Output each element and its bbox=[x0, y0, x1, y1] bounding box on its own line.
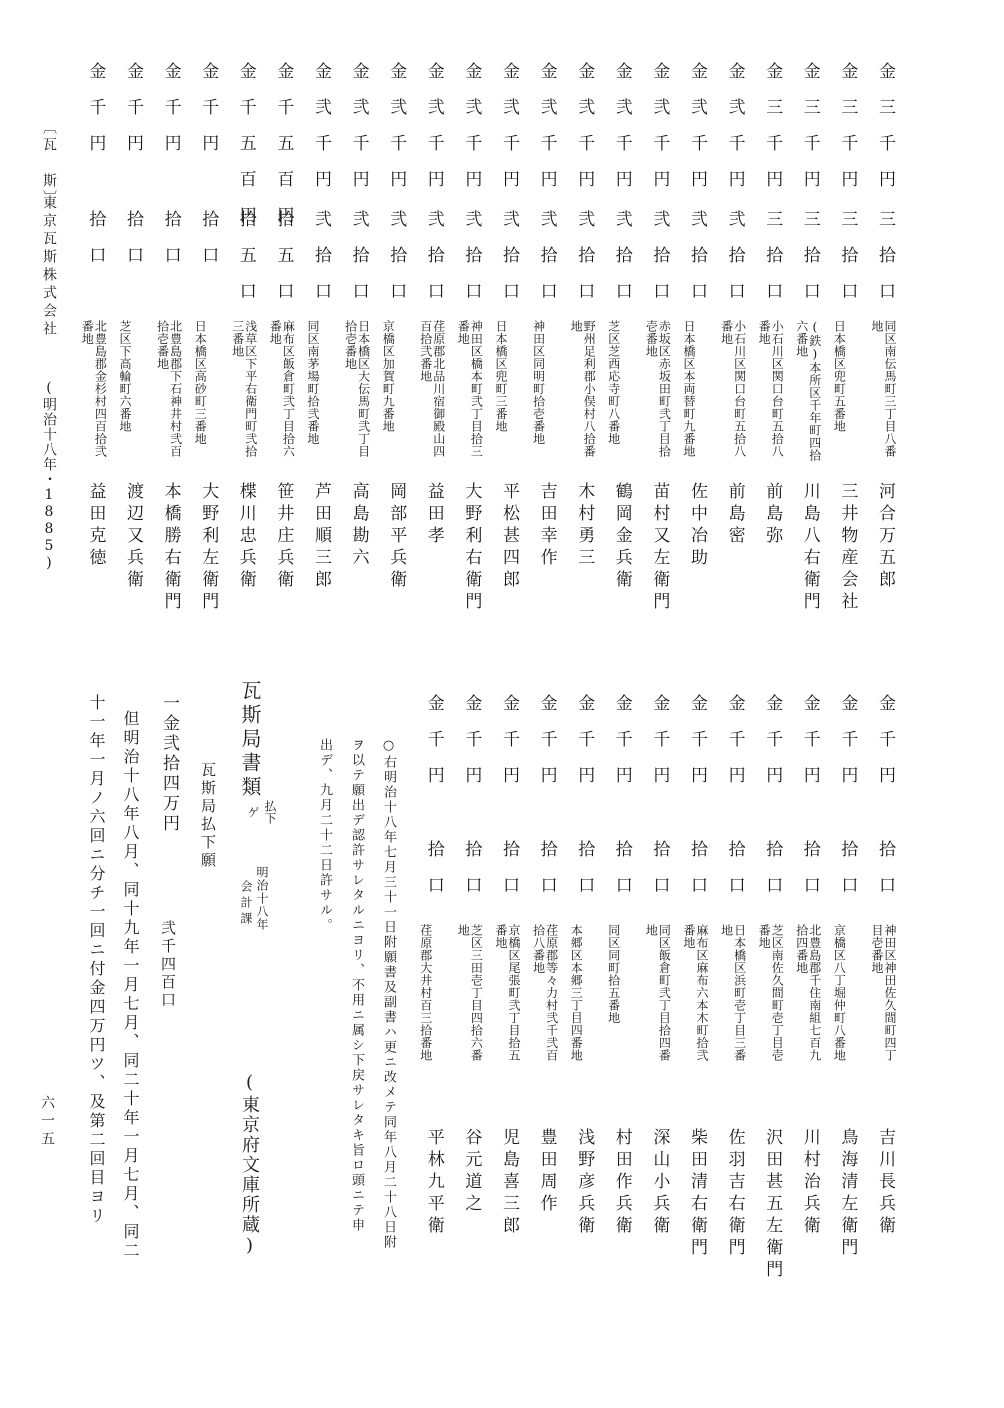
top_rows-share-count: 弐拾口 bbox=[611, 210, 632, 318]
top_rows-share-count: 弐拾口 bbox=[687, 210, 707, 318]
top_rows-holder-name: 芦田順三郎 bbox=[311, 482, 331, 592]
top_rows-share-count: 拾五口 bbox=[273, 210, 294, 318]
section-title-note-b: ゲ bbox=[246, 806, 260, 818]
bottom_rows-share-count: 拾口 bbox=[687, 840, 707, 912]
top_rows-amount: 金千円 bbox=[85, 62, 106, 170]
top_rows-holder-name: 渡辺又兵衛 bbox=[123, 482, 143, 592]
bottom_rows-holder-name: 平林九平衛 bbox=[423, 1128, 444, 1238]
bottom_rows-amount: 金千円 bbox=[837, 694, 858, 802]
bottom_rows-amount: 金千円 bbox=[423, 694, 444, 802]
page-number: 六一五 bbox=[39, 1095, 55, 1149]
top_rows-share-count: 三拾口 bbox=[875, 210, 895, 318]
bottom_rows-address: 北豊島郡千住南組七百九拾四番地 bbox=[794, 924, 822, 1062]
top_rows-holder-name: 苗村又左衛門 bbox=[649, 482, 670, 614]
bottom_rows-amount: 金千円 bbox=[875, 694, 895, 802]
bottom_rows-holder-name: 佐羽吉右衛門 bbox=[724, 1128, 745, 1260]
bottom_rows-address: 荏原郡大井村百三拾番地 bbox=[418, 924, 433, 1062]
top_rows-address: 小石川区関口台町五拾八番地 bbox=[757, 320, 785, 458]
top_rows-holder-name: 高島勘六 bbox=[348, 482, 369, 570]
bottom_rows-holder-name: 谷元道之 bbox=[461, 1128, 482, 1216]
bottom_rows-holder-name: 沢田甚五左衛門 bbox=[762, 1128, 783, 1282]
top_rows-amount: 金弐千円 bbox=[611, 62, 632, 206]
bottom_rows-holder-name: 浅野彦兵衛 bbox=[574, 1128, 595, 1238]
top_rows-holder-name: 益田克徳 bbox=[85, 482, 106, 570]
top_rows-share-count: 弐拾口 bbox=[386, 210, 407, 318]
top_rows-share-count: 拾五口 bbox=[235, 210, 256, 318]
top_rows-holder-name: 楪川忠兵衛 bbox=[235, 482, 256, 592]
top_rows-holder-name: 木村勇三 bbox=[574, 482, 595, 570]
bottom_rows-amount: 金千円 bbox=[461, 694, 482, 802]
bottom_rows-amount: 金千円 bbox=[611, 694, 632, 802]
top_rows-address: 浅草区下平右衛門町弐拾三番地 bbox=[230, 320, 258, 458]
top_rows-address: 同区南茅場町拾弐番地 bbox=[306, 320, 320, 445]
top_rows-holder-name: 平松甚四郎 bbox=[499, 482, 519, 592]
top_rows-share-count: 弐拾口 bbox=[423, 210, 444, 318]
header-bracket: 〔瓦 斯〕 bbox=[41, 120, 57, 207]
top_rows-address: 北豊島郡金杉村四百拾弐番地 bbox=[80, 320, 108, 458]
top_rows-amount: 金三千円 bbox=[799, 62, 820, 206]
top_rows-share-count: 拾口 bbox=[198, 210, 219, 282]
section-meta-a: 明治十八年 bbox=[255, 866, 269, 931]
bottom_rows-amount: 金千円 bbox=[762, 694, 783, 802]
notice-line-3: 出デ、九月二十二日許サル。 bbox=[317, 738, 332, 933]
bottom_rows-share-count: 拾口 bbox=[499, 840, 519, 912]
top_rows-amount: 金千円 bbox=[123, 62, 143, 170]
top_rows-share-count: 弐拾口 bbox=[311, 210, 331, 318]
section-source: (東京府文庫所蔵) bbox=[239, 1072, 260, 1258]
top_rows-address: 野州足利郡小俣村八拾番地 bbox=[569, 320, 597, 458]
top_rows-holder-name: 河合万五郎 bbox=[875, 482, 895, 592]
bottom_rows-amount: 金千円 bbox=[799, 694, 820, 802]
bottom_rows-amount: 金千円 bbox=[499, 694, 519, 802]
bottom_rows-share-count: 拾口 bbox=[423, 840, 444, 912]
bottom_rows-share-count: 拾口 bbox=[762, 840, 783, 912]
bottom_rows-holder-name: 鳥海清左衛門 bbox=[837, 1128, 858, 1260]
bottom_rows-address: 本郷区本郷三丁目四番地 bbox=[569, 924, 584, 1062]
section-meta-b: 会計課 bbox=[239, 880, 253, 928]
top_rows-address: 荏原郡北品川宿御殿山四百拾弐番地 bbox=[418, 320, 446, 458]
top_rows-amount: 金弐千円 bbox=[461, 62, 482, 206]
section-title-note-a: 払下 bbox=[263, 800, 277, 824]
top_rows-amount: 金弐千円 bbox=[348, 62, 369, 206]
top_rows-amount: 金弐千円 bbox=[574, 62, 595, 206]
bottom_rows-share-count: 拾口 bbox=[611, 840, 632, 912]
top_rows-address: 赤坂区赤坂田町弐丁目拾壱番地 bbox=[644, 320, 672, 458]
bottom_rows-address: 日本橋区浜町壱丁目三番地 bbox=[719, 924, 747, 1062]
top_rows-amount: 金弐千円 bbox=[536, 62, 557, 206]
top_rows-address: 芝区芝西応寺町八番地 bbox=[606, 320, 621, 445]
top_rows-address: 京橋区加賀町九番地 bbox=[381, 320, 396, 433]
top_rows-amount: 金千五百円 bbox=[273, 62, 294, 242]
top_rows-holder-name: 吉田幸作 bbox=[536, 482, 557, 570]
top_rows-share-count: 弐拾口 bbox=[574, 210, 595, 318]
bottom_rows-address: 同区同町拾五番地 bbox=[606, 924, 621, 1024]
notice-line-1: ○右明治十八年七月三十一日附願書及副書ハ更ニ改メテ同年八月二十八日附 bbox=[381, 738, 396, 1250]
bottom_rows-amount: 金千円 bbox=[649, 694, 670, 802]
top_rows-share-count: 拾口 bbox=[123, 210, 143, 282]
top_rows-address: 日本橋区本両替町九番地 bbox=[682, 320, 696, 458]
bottom_rows-amount: 金千円 bbox=[724, 694, 745, 802]
bottom_rows-share-count: 拾口 bbox=[724, 840, 745, 912]
bottom_rows-address: 荏原郡等々力村弐千弐百拾八番地 bbox=[531, 924, 559, 1062]
bottom_rows-holder-name: 深山小兵衛 bbox=[649, 1128, 670, 1238]
top_rows-address: 芝区下高輪町六番地 bbox=[118, 320, 132, 433]
top_rows-share-count: 三拾口 bbox=[762, 210, 783, 318]
top_rows-address: 日本橋区高砂町三番地 bbox=[193, 320, 208, 445]
bottom_rows-address: 神田区神田佐久間町四丁目壱番地 bbox=[870, 924, 897, 1062]
top_rows-share-count: 三拾口 bbox=[837, 210, 858, 318]
top_rows-share-count: 弐拾口 bbox=[724, 210, 745, 318]
top_rows-amount: 金弐千円 bbox=[386, 62, 407, 206]
top_rows-address: 日本橋区兜町三番地 bbox=[494, 320, 508, 433]
top_rows-holder-name: 鶴岡金兵衛 bbox=[611, 482, 632, 592]
bottom_rows-address: 京橋区八丁堀仲町八番地 bbox=[832, 924, 847, 1062]
bottom_rows-share-count: 拾口 bbox=[649, 840, 670, 912]
bottom_rows-holder-name: 柴田清右衛門 bbox=[687, 1128, 707, 1260]
bottom_rows-holder-name: 吉川長兵衛 bbox=[875, 1128, 895, 1238]
top_rows-address: (鉄)本所区千年町四拾六番地 bbox=[794, 320, 822, 462]
bottom_rows-address: 芝区南佐久間町壱丁目壱番地 bbox=[757, 924, 785, 1062]
bottom_rows-holder-name: 豊田周作 bbox=[536, 1128, 557, 1216]
top_rows-amount: 金弐千円 bbox=[724, 62, 745, 206]
section-item: 一金弐拾四万円 bbox=[159, 694, 179, 834]
top_rows-amount: 金三千円 bbox=[837, 62, 858, 206]
top_rows-share-count: 拾口 bbox=[160, 210, 181, 282]
top_rows-address: 北豊島郡下石神井村弐百拾壱番地 bbox=[155, 320, 183, 458]
section-subtitle: 瓦斯局払下願 bbox=[199, 762, 217, 870]
top_rows-amount: 金千円 bbox=[160, 62, 181, 170]
header-period: (明治十八年・1885) bbox=[41, 380, 57, 572]
section-title: 瓦斯局書類 bbox=[238, 680, 262, 800]
top_rows-holder-name: 大野利右衛門 bbox=[461, 482, 482, 614]
top_rows-holder-name: 三井物産会社 bbox=[837, 482, 858, 614]
top_rows-address: 日本橋区兜町五番地 bbox=[832, 320, 847, 433]
top_rows-holder-name: 益田孝 bbox=[423, 482, 444, 548]
top_rows-holder-name: 大野利左衛門 bbox=[198, 482, 219, 614]
bottom_rows-address: 麻布区麻布六本木町拾弐番地 bbox=[682, 924, 709, 1062]
bottom_rows-share-count: 拾口 bbox=[799, 840, 820, 912]
top_rows-share-count: 三拾口 bbox=[799, 210, 820, 318]
top_rows-amount: 金弐千円 bbox=[311, 62, 331, 206]
top_rows-amount: 金弐千円 bbox=[687, 62, 707, 206]
bottom_rows-address: 京橋区尾張町弐丁目拾五番地 bbox=[494, 924, 521, 1062]
bottom_rows-address: 同区飯倉町弐丁目拾四番地 bbox=[644, 924, 672, 1062]
top_rows-address: 麻布区飯倉町弐丁目拾六番地 bbox=[268, 320, 296, 458]
section-item-amount: 弐千四百口 bbox=[159, 920, 177, 1010]
top_rows-amount: 金弐千円 bbox=[423, 62, 444, 206]
top_rows-amount: 金三千円 bbox=[875, 62, 895, 206]
bottom_rows-amount: 金千円 bbox=[574, 694, 595, 802]
bottom_rows-amount: 金千円 bbox=[536, 694, 557, 802]
bottom_rows-holder-name: 児島喜三郎 bbox=[499, 1128, 519, 1238]
top_rows-holder-name: 佐中冶助 bbox=[687, 482, 707, 570]
bottom_rows-holder-name: 村田作兵衛 bbox=[611, 1128, 632, 1238]
top_rows-amount: 金弐千円 bbox=[649, 62, 670, 206]
section-body-line-1: 但明治十八年八月、同十九年一月七月、同二十年一月七月、同二 bbox=[121, 710, 140, 1261]
top_rows-holder-name: 川島八右衛門 bbox=[799, 482, 820, 614]
top_rows-holder-name: 岡部平兵衛 bbox=[386, 482, 407, 592]
top_rows-address: 小石川区関口台町五拾八番地 bbox=[719, 320, 747, 458]
top_rows-address: 神田区橋本町弐丁目拾三番地 bbox=[456, 320, 484, 458]
header-company: 東京瓦斯株式会社 bbox=[41, 195, 57, 339]
bottom_rows-share-count: 拾口 bbox=[461, 840, 482, 912]
bottom_rows-share-count: 拾口 bbox=[875, 840, 895, 912]
top_rows-address: 同区南伝馬町三丁目八番地 bbox=[870, 320, 897, 458]
top_rows-holder-name: 本橋勝右衛門 bbox=[160, 482, 181, 614]
bottom_rows-amount: 金千円 bbox=[687, 694, 707, 802]
bottom_rows-share-count: 拾口 bbox=[837, 840, 858, 912]
top_rows-share-count: 弐拾口 bbox=[536, 210, 557, 318]
top_rows-share-count: 弐拾口 bbox=[348, 210, 369, 318]
top_rows-share-count: 弐拾口 bbox=[649, 210, 670, 318]
top_rows-address: 神田区同明町拾壱番地 bbox=[531, 320, 546, 445]
top_rows-share-count: 弐拾口 bbox=[461, 210, 482, 318]
top_rows-share-count: 拾口 bbox=[85, 210, 106, 282]
top_rows-amount: 金弐千円 bbox=[499, 62, 519, 206]
top_rows-holder-name: 前島弥 bbox=[762, 482, 783, 548]
bottom_rows-share-count: 拾口 bbox=[536, 840, 557, 912]
section-body-line-2: 十一年一月ノ六回ニ分チ一回ニ付金四万円ツ、及第二回目ヨリ bbox=[87, 694, 106, 1226]
top_rows-holder-name: 笹井庄兵衛 bbox=[273, 482, 294, 592]
top_rows-amount: 金三千円 bbox=[762, 62, 783, 206]
bottom_rows-share-count: 拾口 bbox=[574, 840, 595, 912]
bottom_rows-holder-name: 川村治兵衛 bbox=[799, 1128, 820, 1238]
top_rows-holder-name: 前島密 bbox=[724, 482, 745, 548]
top_rows-address: 日本橋区大伝馬町弐丁目拾壱番地 bbox=[343, 320, 371, 458]
top_rows-share-count: 弐拾口 bbox=[499, 210, 519, 318]
notice-line-2: ヲ以テ願出デ認許サレタルニヨリ、不用ニ属シ下戻サレタキ旨ロ頭ニテ申 bbox=[349, 738, 364, 1233]
top_rows-amount: 金千五百円 bbox=[235, 62, 256, 242]
top_rows-amount: 金千円 bbox=[198, 62, 219, 170]
bottom_rows-address: 芝区三田壱丁目四拾六番地 bbox=[456, 924, 484, 1062]
